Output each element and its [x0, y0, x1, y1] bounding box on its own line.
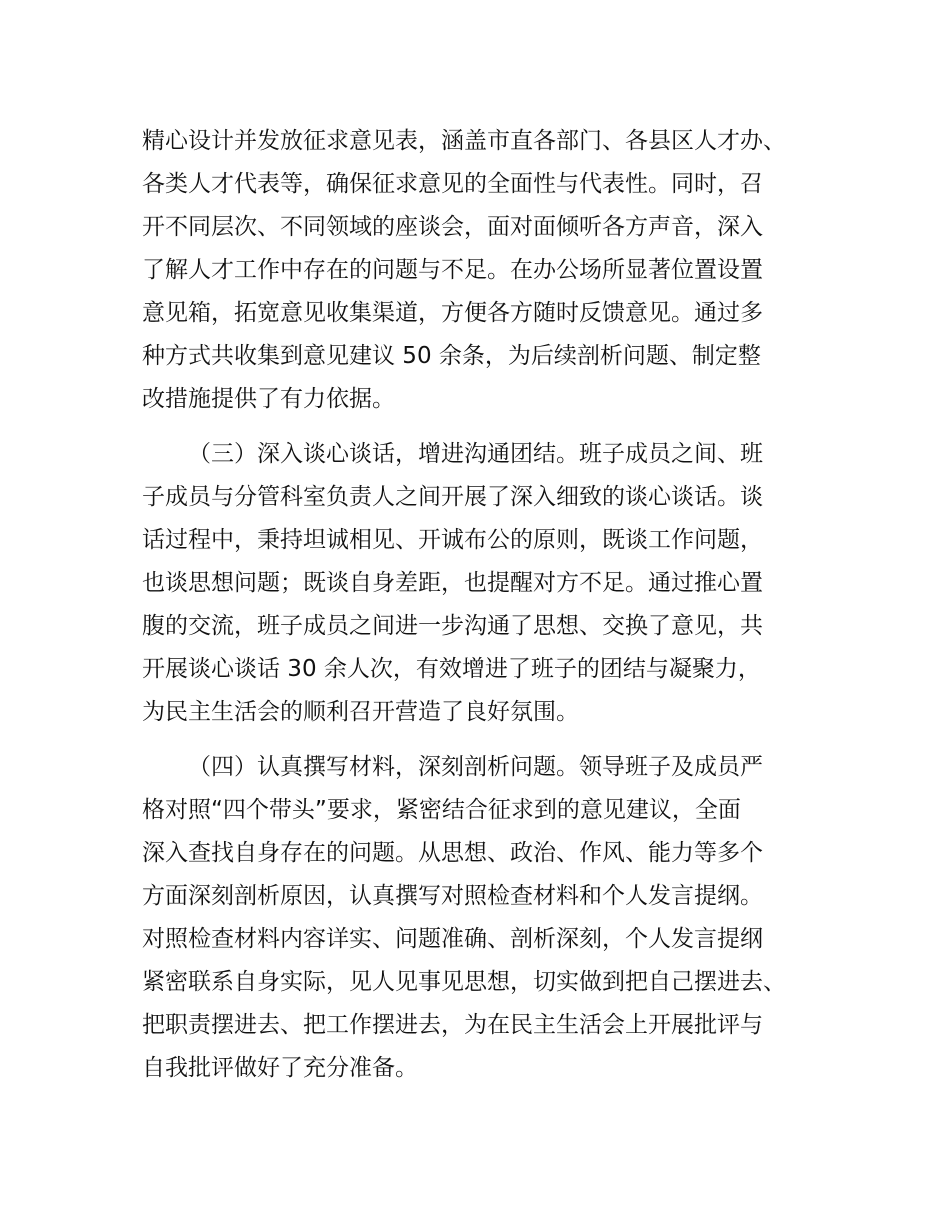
- paragraph-line: 开展谈心谈话 30 余人次，有效增进了班子的团结与凝聚力，: [142, 656, 761, 682]
- paragraph-line: 对照检查材料内容详实、问题准确、剖析深刻，个人发言提纲: [142, 926, 763, 952]
- paragraph-line: 为民主生活会的顺利召开营造了良好氛围。: [142, 699, 579, 725]
- paragraph-line: 话过程中，秉持坦诚相见、开诚布公的原则，既谈工作问题，: [142, 527, 763, 553]
- paragraph-line: （四）认真撰写材料，深刻剖析问题。领导班子及成员严: [188, 754, 763, 780]
- paragraph-line: 紧密联系自身实际，见人见事见思想，切实做到把自己摆进去、: [142, 969, 786, 995]
- paragraph-line: 格对照“四个带头”要求，紧密结合征求到的意见建议，全面: [142, 797, 741, 823]
- paragraph-heart-to-heart-talks: [142, 433, 822, 734]
- paragraph-line: 自我批评做好了充分准备。: [142, 1055, 418, 1081]
- paragraph-line: 精心设计并发放征求意见表，涵盖市直各部门、各县区人才办、: [142, 128, 786, 154]
- paragraph-writing-materials: [142, 746, 822, 1090]
- paragraph-line: （三）深入谈心谈话，增进沟通团结。班子成员之间、班: [188, 441, 763, 467]
- paragraph-line: 也谈思想问题；既谈自身差距，也提醒对方不足。通过推心置: [142, 570, 763, 596]
- paragraph-line: 把职责摆进去、把工作摆进去，为在民主生活会上开展批评与: [142, 1012, 763, 1038]
- paragraph-line: 方面深刻剖析原因，认真撰写对照检查材料和个人发言提纲。: [142, 883, 763, 909]
- paragraph-line: 子成员与分管科室负责人之间开展了深入细致的谈心谈话。谈: [142, 484, 763, 510]
- paragraph-line: 种方式共收集到意见建议 50 余条，为后续剖析问题、制定整: [142, 343, 761, 369]
- paragraph-line: 深入查找自身存在的问题。从思想、政治、作风、能力等多个: [142, 840, 763, 866]
- paragraph-line: 各类人才代表等，确保征求意见的全面性与代表性。同时，召: [142, 171, 763, 197]
- paragraph-line: 改措施提供了有力依据。: [142, 386, 395, 412]
- paragraph-line: 了解人才工作中存在的问题与不足。在办公场所显著位置设置: [142, 257, 763, 283]
- paragraph-line: 开不同层次、不同领域的座谈会，面对面倾听各方声音，深入: [142, 214, 763, 240]
- paragraph-line: 意见箱，拓宽意见收集渠道，方便各方随时反馈意见。通过多: [142, 300, 763, 326]
- document-body: [142, 120, 822, 1102]
- paragraph-line: 腹的交流，班子成员之间进一步沟通了思想、交换了意见，共: [142, 613, 763, 639]
- paragraph-opinion-collection: [142, 120, 822, 421]
